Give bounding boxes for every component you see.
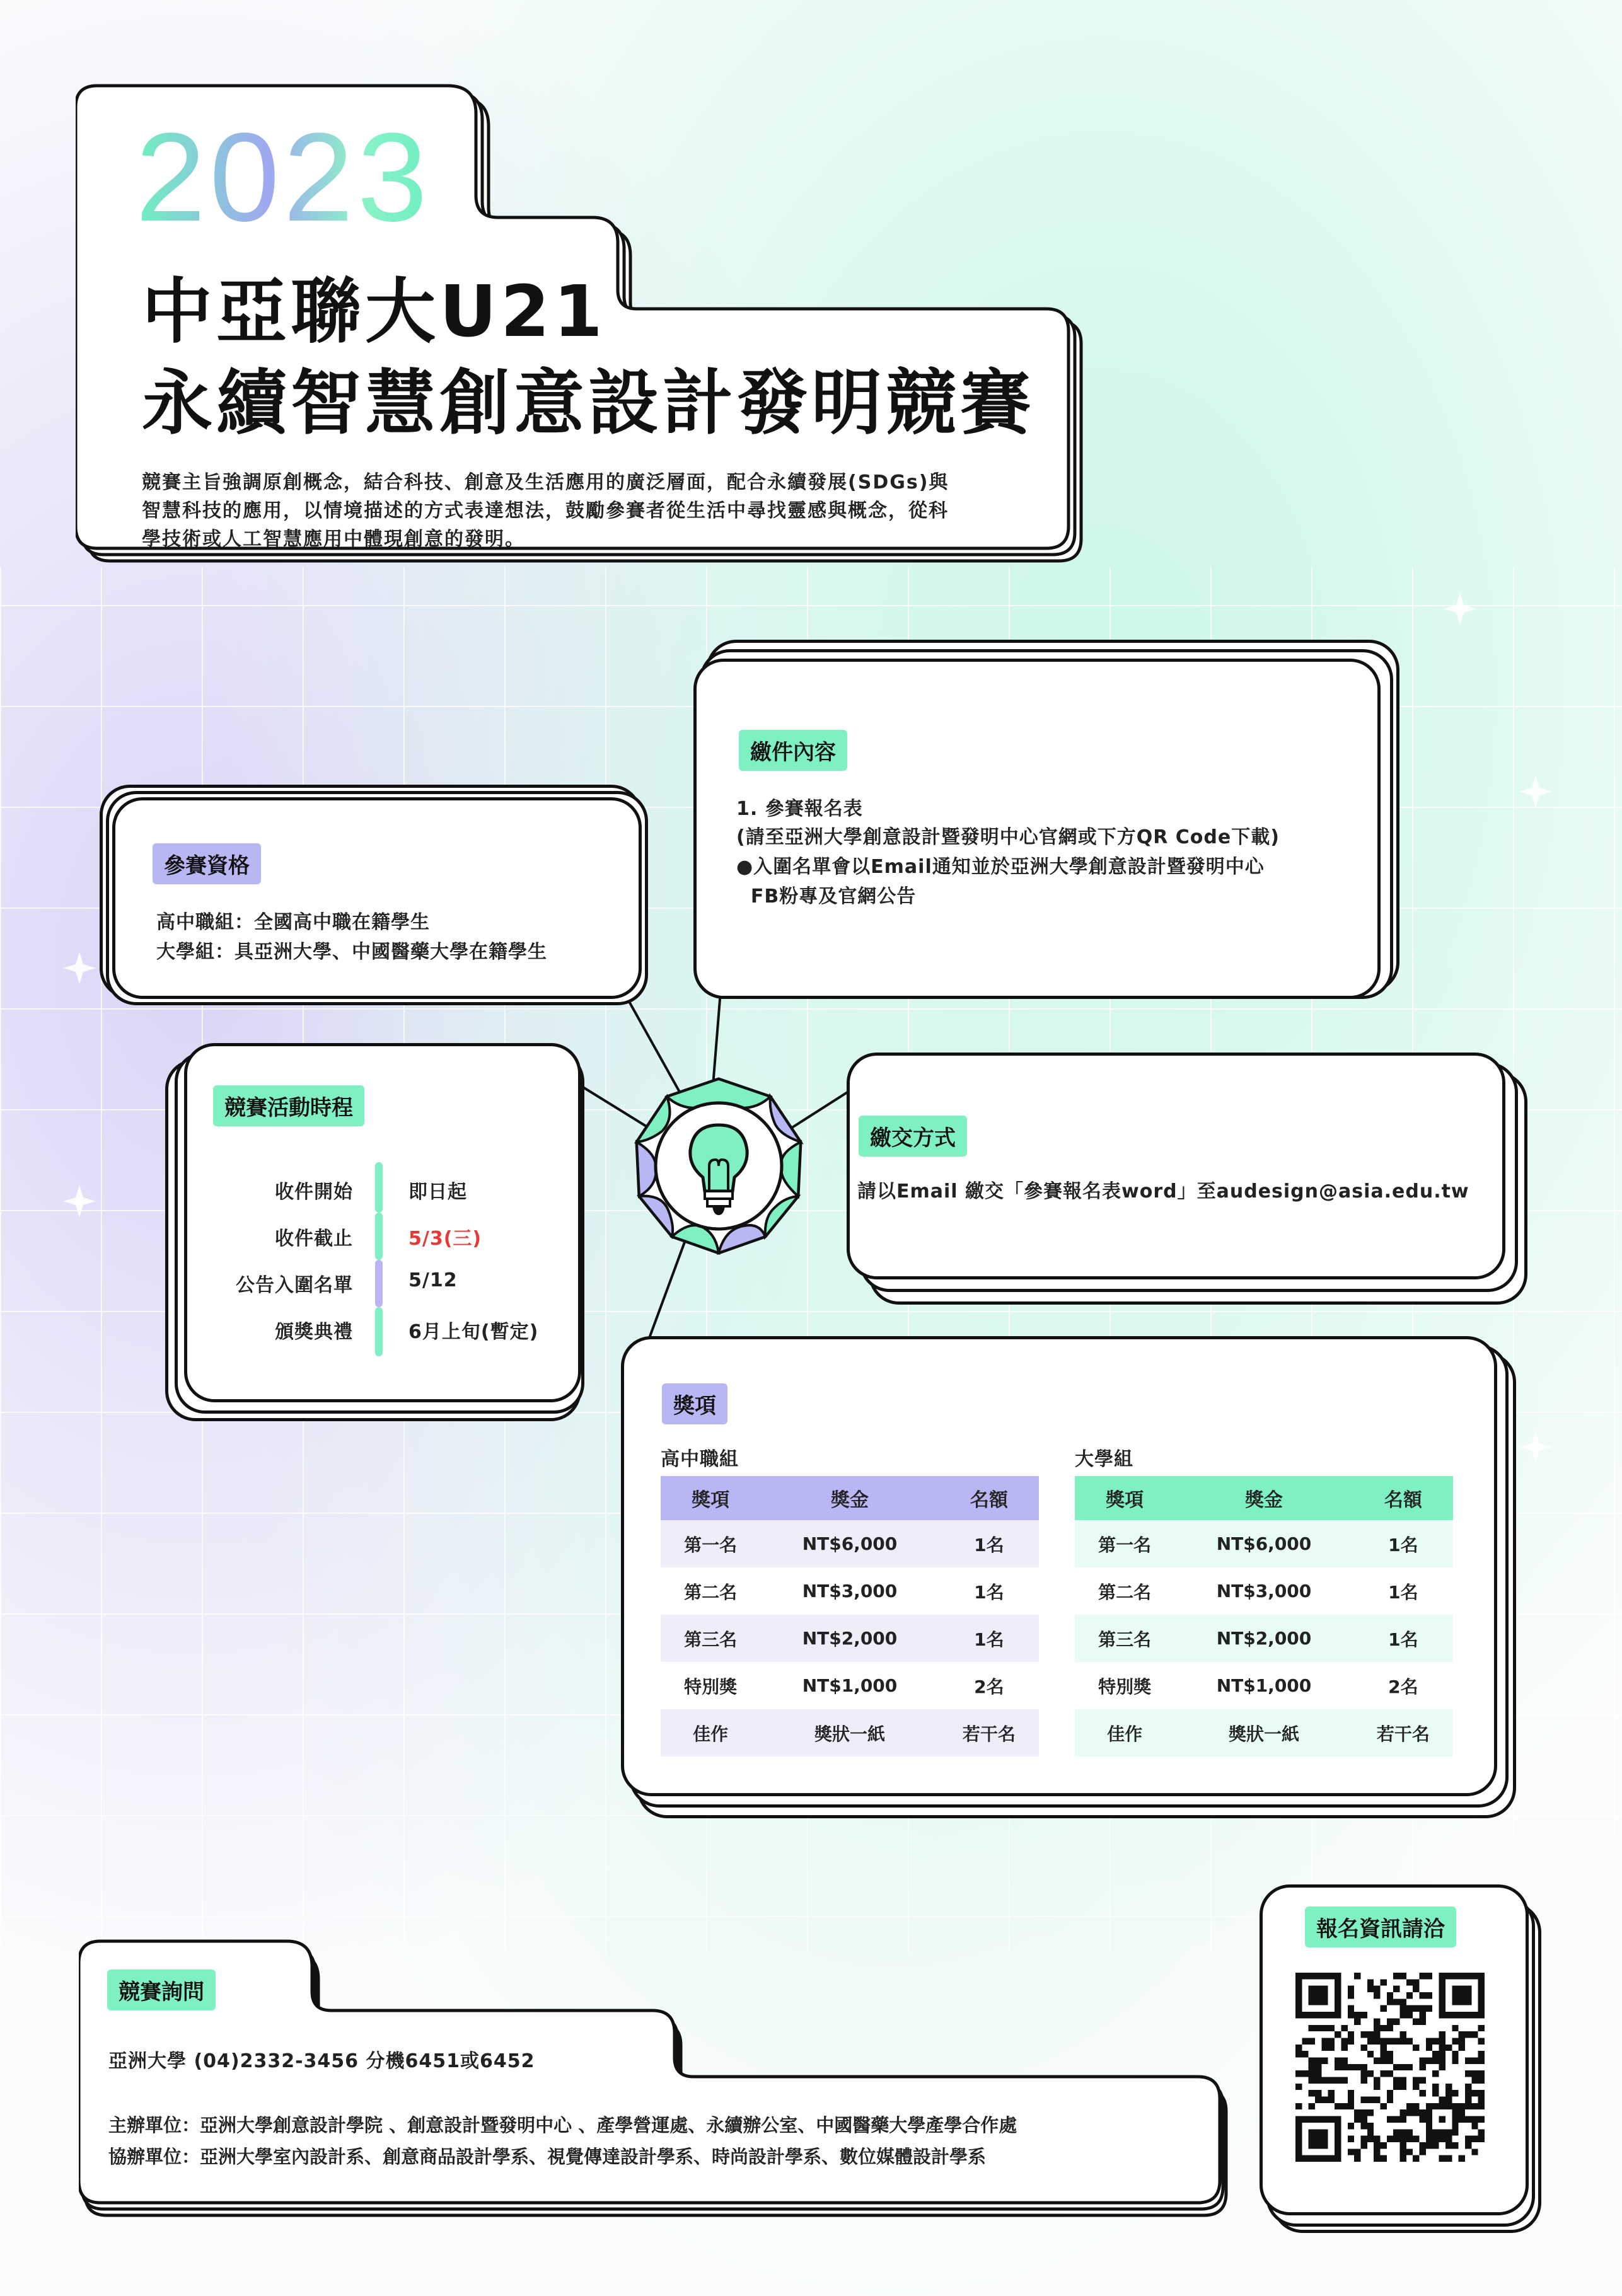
cell: 第三名	[1098, 1629, 1152, 1650]
title-line2: 永續智慧創意設計發明競賽	[142, 362, 1034, 444]
intro-line1: 競賽主旨強調原創概念，結合科技、創意及生活應用的廣泛層面，配合永續發展(SDGs)與	[142, 471, 949, 493]
intro-line3: 學技術或人工智慧應用中體現創意的發明。	[142, 528, 525, 550]
cell: NT$2,000	[802, 1628, 898, 1649]
intro-line2: 智慧科技的應用，以情境描述的方式表達想法，鼓勵參賽者從生活中尋找靈感與概念，從科	[142, 500, 949, 522]
col-header-quota: 名額	[1384, 1489, 1422, 1511]
schedule-value-4: 6月上旬(暫定)	[408, 1321, 539, 1343]
col-header-award: 獎項	[1106, 1489, 1144, 1511]
table-row	[661, 1615, 1039, 1662]
prize-table-univ	[1075, 1476, 1453, 1757]
cell: NT$6,000	[802, 1533, 898, 1554]
cell: NT$3,000	[802, 1581, 898, 1601]
schedule-tag: 競賽活動時程	[213, 1085, 364, 1126]
prize-group-hs-title: 高中職組	[661, 1448, 739, 1470]
cell: 1名	[974, 1581, 1004, 1603]
submission-panel	[847, 1053, 1505, 1279]
materials-line2: (請至亞洲大學創意設計暨發明中心官網或下方QR Code下載)	[736, 826, 1280, 848]
table-row	[1075, 1567, 1453, 1615]
col-header-money: 獎金	[1244, 1489, 1283, 1511]
cell: 獎狀一紙	[814, 1723, 885, 1745]
schedule-value-3: 5/12	[408, 1269, 458, 1291]
cell: NT$1,000	[1216, 1675, 1312, 1696]
cell: 特別獎	[684, 1676, 738, 1697]
cell: 1名	[1388, 1534, 1418, 1555]
cell: 1名	[974, 1629, 1004, 1650]
schedule-value-2: 5/3(三)	[408, 1228, 482, 1250]
prizes-tag: 獎項	[662, 1383, 727, 1424]
schedule-label-3: 公告入圍名單	[236, 1274, 353, 1296]
cell: 若干名	[962, 1723, 1016, 1745]
col-header-quota: 名額	[970, 1489, 1008, 1511]
contact-organizer: 主辦單位：亞洲大學創意設計學院 、創意設計暨發明中心 、產學營運處、永續辦公室、中國醫藥大學產學合作處	[108, 2114, 1017, 2136]
table-row	[661, 1567, 1039, 1615]
cell: 第一名	[1098, 1534, 1152, 1555]
contact-phone: 亞洲大學 (04)2332-3456 分機6451或6452	[108, 2050, 535, 2072]
table-row	[661, 1520, 1039, 1567]
submission-tag: 繳交方式	[859, 1116, 967, 1157]
eligibility-line1: 高中職組：全國高中職在籍學生	[156, 911, 430, 933]
qr-code-icon[interactable]	[1295, 1973, 1485, 2162]
col-header-money: 獎金	[830, 1489, 869, 1511]
schedule-label-1: 收件開始	[275, 1181, 353, 1203]
cell: 佳作	[1107, 1723, 1143, 1745]
cell: 第二名	[684, 1581, 738, 1603]
materials-line4: FB粉專及官網公告	[736, 886, 917, 908]
prize-group-univ-title: 大學組	[1075, 1448, 1133, 1470]
contact-panel-frame	[79, 1929, 1232, 2222]
cell: 2名	[1388, 1676, 1418, 1697]
table-row	[1075, 1520, 1453, 1567]
cell: 獎狀一紙	[1228, 1723, 1299, 1745]
cell: 第二名	[1098, 1581, 1152, 1603]
schedule-value-1: 即日起	[408, 1181, 467, 1203]
schedule-mark-2	[375, 1213, 383, 1260]
title-line1: 中亞聯大U21	[142, 271, 606, 353]
eligibility-panel	[112, 797, 642, 999]
cell: NT$1,000	[802, 1675, 898, 1696]
lightbulb-hub-icon	[624, 1071, 813, 1260]
cell: NT$3,000	[1216, 1581, 1312, 1601]
cell: 特別獎	[1098, 1676, 1152, 1697]
table-row	[661, 1709, 1039, 1757]
cell: 第一名	[684, 1534, 738, 1555]
schedule-label-2: 收件截止	[275, 1228, 353, 1250]
schedule-mark-1	[375, 1162, 383, 1213]
table-header-row	[1075, 1476, 1453, 1520]
cell: 第三名	[684, 1629, 738, 1650]
cell: 佳作	[693, 1723, 729, 1745]
table-row	[1075, 1662, 1453, 1709]
year-text: 2023	[136, 120, 431, 239]
cell: 2名	[974, 1676, 1004, 1697]
cell: 1名	[1388, 1581, 1418, 1603]
contact-tag: 競賽詢問	[107, 1970, 216, 2010]
eligibility-line2: 大學組：具亞洲大學、中國醫藥大學在籍學生	[156, 941, 547, 963]
cell: NT$2,000	[1216, 1628, 1312, 1649]
schedule-mark-4	[375, 1307, 383, 1356]
table-row	[661, 1662, 1039, 1709]
eligibility-tag: 參賽資格	[153, 843, 261, 884]
table-row	[1075, 1615, 1453, 1662]
submission-text: 請以Email 繳交「參賽報名表word」至audesign@asia.edu.tw	[857, 1180, 1469, 1203]
materials-line3: ●入圍名單會以Email通知並於亞洲大學創意設計暨發明中心	[736, 856, 1265, 878]
cell: 若干名	[1376, 1723, 1430, 1745]
prize-table-hs	[661, 1476, 1039, 1757]
table-row	[1075, 1709, 1453, 1757]
table-header-row	[661, 1476, 1039, 1520]
materials-tag: 繳件內容	[739, 730, 847, 771]
cell: 1名	[974, 1534, 1004, 1555]
col-header-award: 獎項	[692, 1489, 730, 1511]
cell: 1名	[1388, 1629, 1418, 1650]
schedule-label-4: 頒獎典禮	[275, 1321, 353, 1343]
materials-line1: 1. 參賽報名表	[736, 798, 863, 820]
contact-co-organizer: 協辦單位：亞洲大學室內設計系、創意商品設計學系、視覺傳達設計學系、時尚設計學系、數位媒體設計學系	[108, 2146, 987, 2167]
schedule-mark-3	[375, 1260, 383, 1307]
cell: NT$6,000	[1216, 1533, 1312, 1554]
registration-tag: 報名資訊請洽	[1305, 1907, 1456, 1947]
